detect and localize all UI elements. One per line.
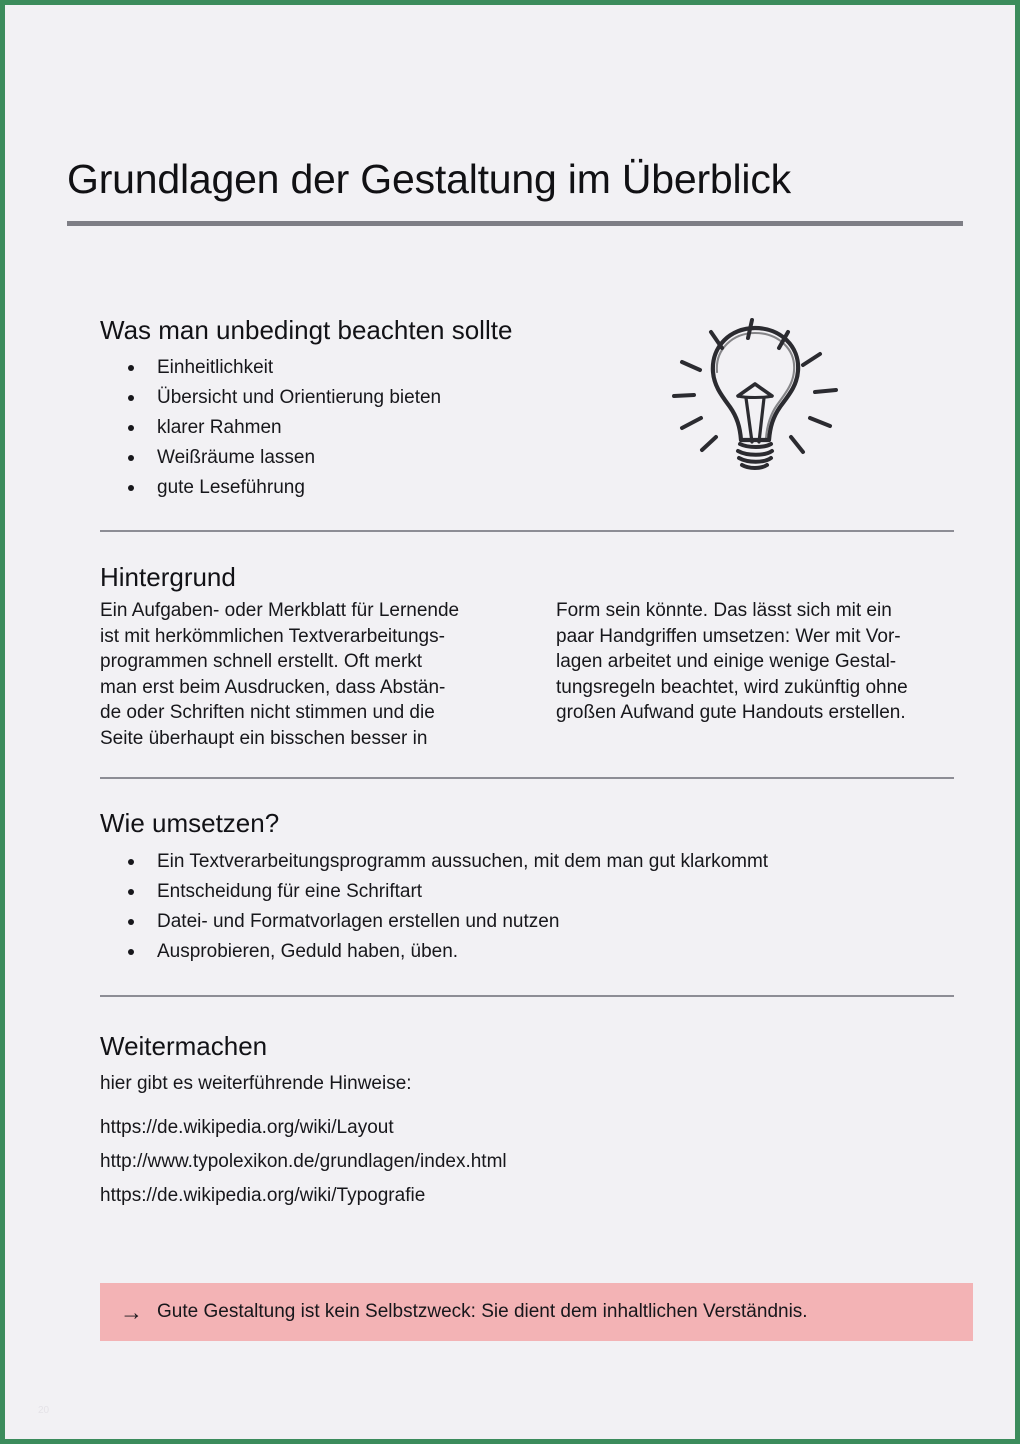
- arrow-right-icon: →: [120, 1298, 143, 1325]
- list-item: [100, 443, 620, 473]
- list-item-label: Datei- und Formatvorlagen erstellen und nutzen: [157, 911, 560, 932]
- title-underline-rule: [67, 221, 963, 226]
- link-item[interactable]: http://www.typolexikon.de/grundlagen/index.html: [100, 1151, 507, 1172]
- section-heading-hintergrund: Hintergrund: [100, 562, 236, 592]
- list-item-label: Übersicht und Orientierung bieten: [157, 387, 442, 408]
- hintergrund-left-column: [100, 598, 498, 751]
- bullet-dot-icon: [128, 455, 134, 461]
- page-content: [5, 5, 1015, 1439]
- list-item: [100, 937, 900, 967]
- bullet-dot-icon: [128, 395, 134, 401]
- list-item: [100, 413, 620, 443]
- bullet-dot-icon: [128, 859, 134, 865]
- section-heading-beachten: Was man unbedingt beachten sollte: [100, 315, 513, 345]
- weitermachen-intro: hier gibt es weiterführende Hinweise:: [100, 1073, 412, 1094]
- bullet-dot-icon: [128, 889, 134, 895]
- list-item-label: Ausprobieren, Geduld haben, üben.: [157, 941, 459, 962]
- text-line: lagen arbeitet und einige wenige Gestal-: [556, 651, 897, 672]
- hintergrund-right-column: [556, 598, 954, 751]
- list-item-label: Weißräume lassen: [157, 447, 316, 468]
- bullet-dot-icon: [128, 919, 134, 925]
- bullet-dot-icon: [128, 485, 134, 491]
- title-block: [67, 157, 963, 226]
- list-item: [100, 877, 900, 907]
- callout-text: Gute Gestaltung ist kein Selbstzweck: Sie dient dem inhaltlichen Verständnis.: [157, 1301, 808, 1322]
- page-number: 20: [38, 1405, 50, 1416]
- list-umsetzen: [100, 847, 900, 967]
- text-line: tungsregeln beachtet, wird zukünftig ohne: [556, 676, 908, 698]
- links-list: [100, 1111, 507, 1213]
- list-item: [100, 383, 620, 413]
- bullet-dot-icon: [128, 949, 134, 955]
- callout-banner: [100, 1283, 973, 1341]
- link-item[interactable]: https://de.wikipedia.org/wiki/Layout: [100, 1117, 394, 1138]
- section-divider: [100, 530, 954, 532]
- text-line: paar Handgriffen umsetzen: Wer mit Vor-: [556, 625, 901, 647]
- list-item: [100, 353, 620, 383]
- list-item: [100, 907, 900, 937]
- lightbulb-icon: [660, 310, 855, 500]
- text-line: programmen schnell erstellt. Oft merkt: [100, 651, 423, 672]
- list-item-label: gute Leseführung: [157, 477, 305, 498]
- list-item: [100, 847, 900, 877]
- text-line: Seite überhaupt ein bisschen besser in: [100, 727, 428, 749]
- list-item-label: klarer Rahmen: [157, 417, 282, 438]
- paragraph: [556, 598, 954, 726]
- bullet-dot-icon: [128, 365, 134, 371]
- list-item: [100, 473, 620, 503]
- list-beachten: [100, 353, 620, 503]
- text-line: ist mit herkömmlichen Textverarbeitungs-: [100, 625, 445, 647]
- section-heading-weitermachen: Weitermachen: [100, 1031, 268, 1061]
- bullet-dot-icon: [128, 425, 134, 431]
- list-item-label: Einheitlichkeit: [157, 357, 274, 378]
- text-line: Form sein könnte. Das lässt sich mit ein: [556, 600, 892, 621]
- section-heading-umsetzen: Wie umsetzen?: [100, 808, 280, 838]
- paragraph: [100, 598, 498, 751]
- hintergrund-columns: [100, 598, 954, 751]
- text-line: Ein Aufgaben- oder Merkblatt für Lernende: [100, 600, 460, 621]
- text-line: man erst beim Ausdrucken, dass Abstän-: [100, 676, 446, 698]
- link-item[interactable]: https://de.wikipedia.org/wiki/Typografie: [100, 1185, 426, 1206]
- section-divider: [100, 777, 954, 779]
- section-divider: [100, 995, 954, 997]
- list-item-label: Ein Textverarbeitungsprogramm aussuchen, mit dem man gut klarkommt: [157, 851, 769, 872]
- text-line: großen Aufwand gute Handouts erstellen.: [556, 702, 906, 723]
- text-line: de oder Schriften nicht stimmen und die: [100, 702, 435, 723]
- list-item-label: Entscheidung für eine Schriftart: [157, 881, 423, 902]
- page-title: Grundlagen der Gestaltung im Überblick: [67, 156, 791, 202]
